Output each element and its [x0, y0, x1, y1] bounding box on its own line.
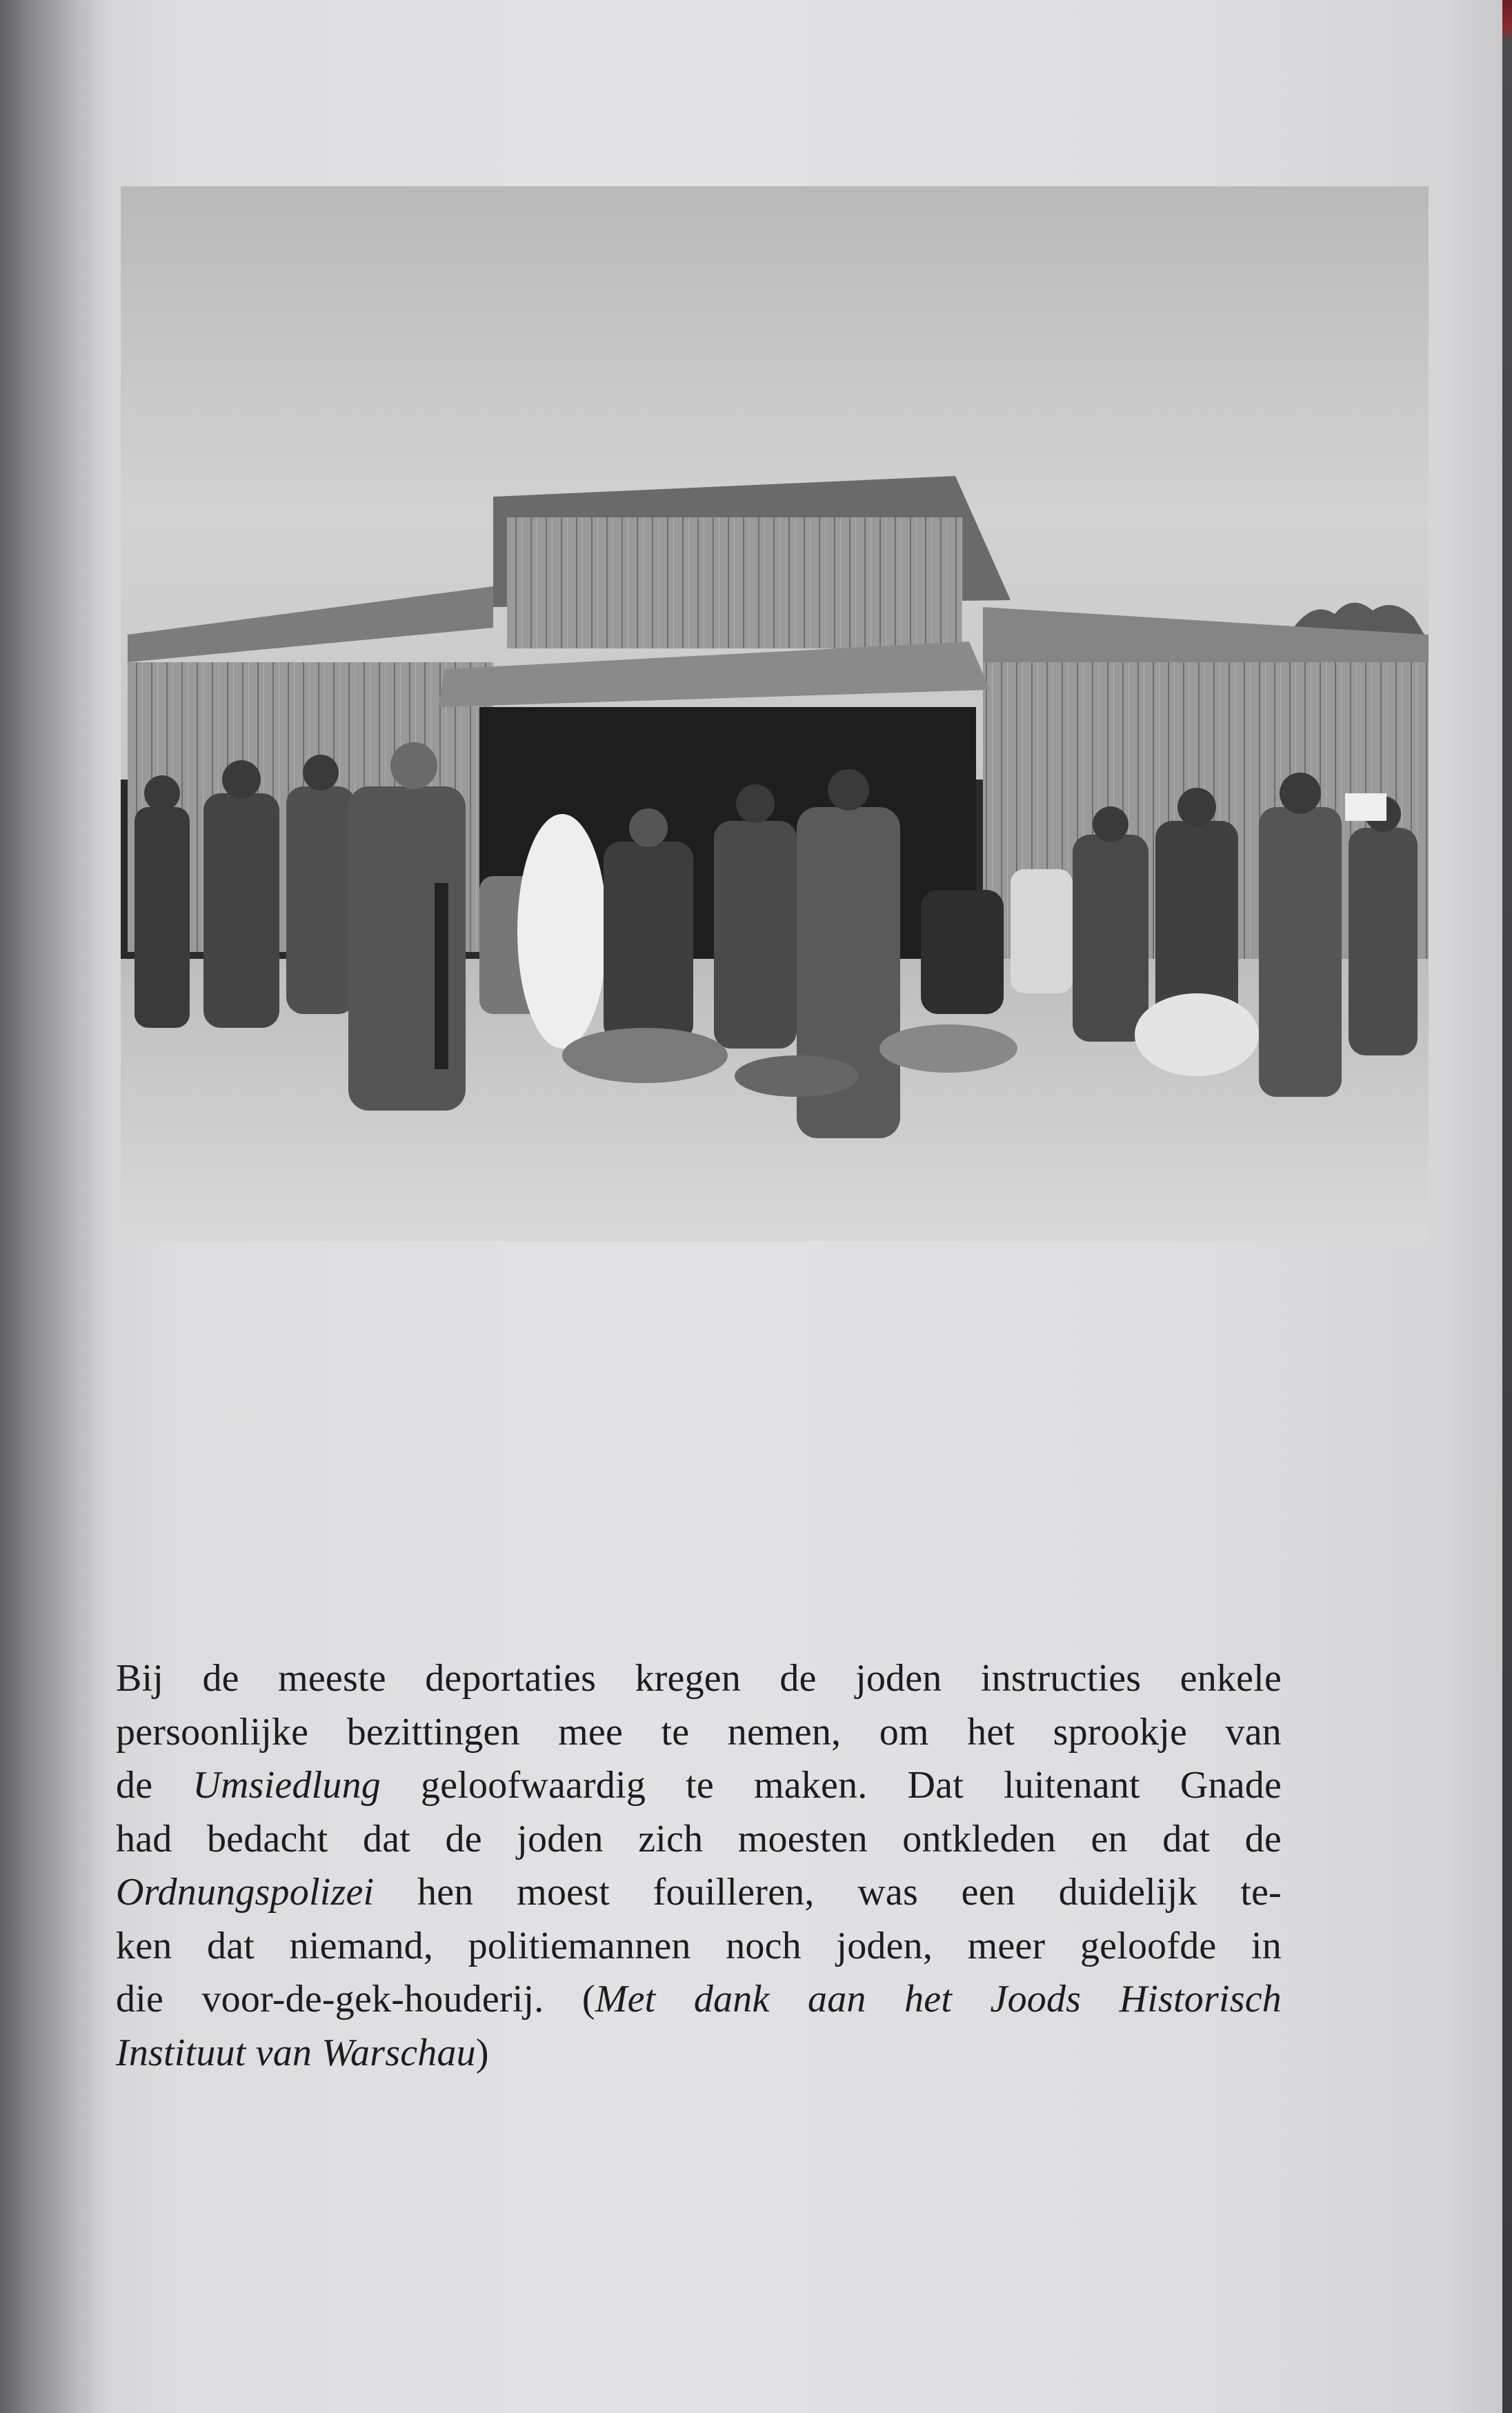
caption-line — [116, 1920, 1282, 1974]
caption-line — [116, 1759, 1282, 1813]
photo-caption — [116, 1652, 1282, 2080]
caption-line — [116, 1652, 1282, 1706]
caption-line — [116, 2027, 1282, 2081]
caption-text: geloofwaardig te maken. Dat luitenant Gnade — [380, 1764, 1282, 1807]
photo-illustration — [121, 186, 1429, 1242]
caption-italic-text: Instituut van Warschau — [116, 2031, 476, 2074]
caption-text: ) — [475, 2031, 489, 2074]
caption-italic-text: Ordnungspolizei — [116, 1871, 375, 1914]
caption-text: had bedacht dat de joden zich moesten ontkleden en dat de — [116, 1817, 1282, 1860]
caption-line — [116, 1706, 1282, 1760]
caption-text: hen moest fouilleren, was een duidelijk te- — [374, 1871, 1282, 1914]
central-upper-wall — [507, 517, 962, 648]
bleed-through-text — [117, 1262, 1283, 1315]
caption-line — [116, 1813, 1282, 1867]
caption-text: ken dat niemand, politiemannen noch joden, meer geloofde in — [116, 1924, 1282, 1967]
caption-text: persoonlijke bezittingen mee te nemen, om het sprookje van — [116, 1710, 1282, 1754]
caption-line — [116, 1973, 1282, 2027]
caption-text: Bij de meeste deportaties kregen de joden instructies enkele — [116, 1657, 1282, 1700]
caption-text: de — [116, 1764, 193, 1807]
caption-text: die voor-de-gek-houderij. ( — [116, 1978, 595, 2020]
caption-italic-text: Met dank aan het Joods Historisch — [595, 1978, 1282, 2020]
caption-italic-text: Umsiedlung — [192, 1764, 381, 1807]
historical-photograph — [121, 186, 1429, 1242]
book-cover-edge — [1502, 0, 1512, 2413]
caption-line — [116, 1866, 1282, 1920]
